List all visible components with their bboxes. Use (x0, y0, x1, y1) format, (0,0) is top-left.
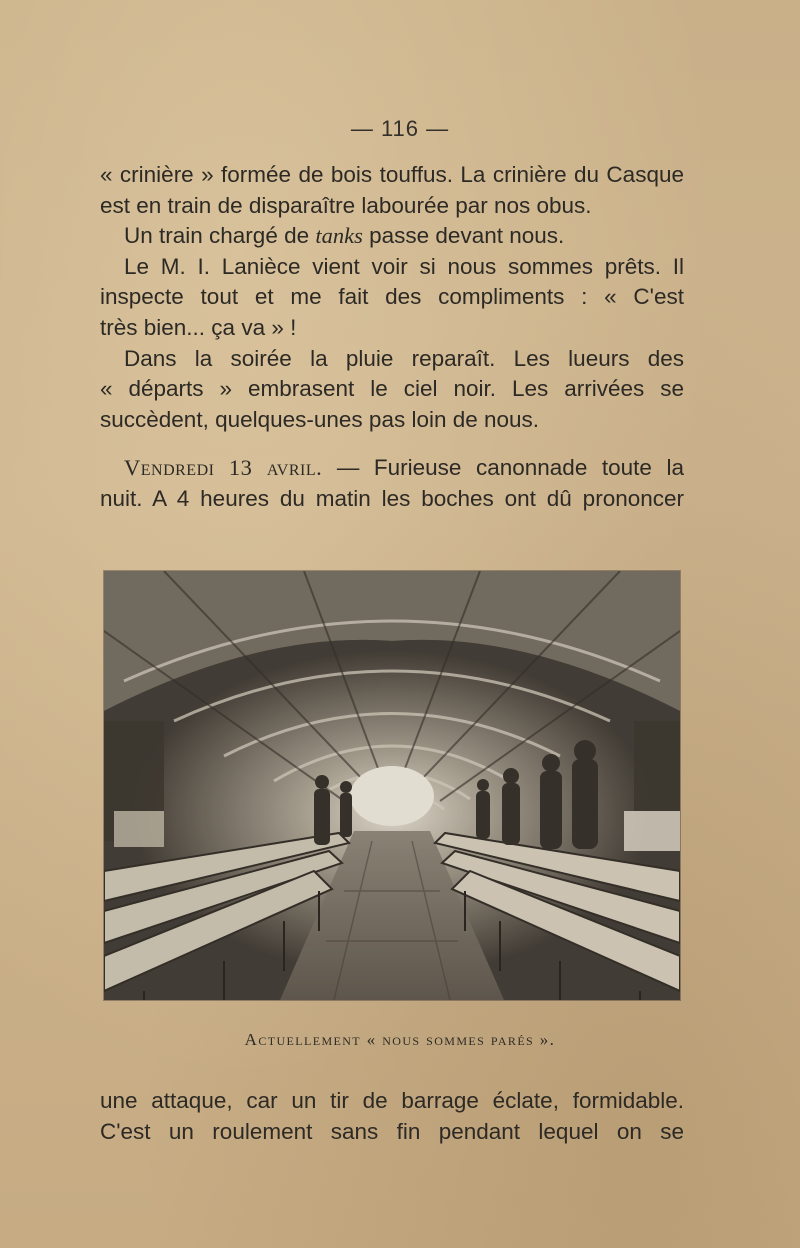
paragraph-block-bottom (100, 1086, 684, 1147)
date-heading: Vendredi 13 avril. (124, 455, 323, 481)
text-line: C'est un roulement sans fin pendant lequel on se (100, 1118, 684, 1144)
photo-illustration (104, 571, 680, 1000)
text-segment: Un train chargé de (124, 223, 316, 249)
text-line: nuit. A 4 heures du matin les boches ont dû prononcer (100, 485, 684, 511)
page-number: — 116 — (350, 116, 450, 141)
photograph-tunnel-dormitory (104, 571, 680, 1000)
italic-word: tanks (315, 223, 363, 249)
text-line: succèdent, quelques-unes pas loin de nous. (100, 406, 540, 432)
text-line: Dans la soirée la pluie reparaît. Les lueurs des (124, 345, 684, 371)
text-segment: — Furieuse canonnade toute la (322, 455, 684, 481)
text-line: « crinière » formée de bois touffus. La crinière du Casque (100, 162, 684, 187)
text-line: Le M. I. Lanièce vient voir si nous sommes prêts. Il (124, 253, 684, 279)
text-line: une attaque, car un tir de barrage éclate, formidable. (100, 1088, 684, 1113)
text-line: inspecte tout et me fait des compliments : « C'est (100, 284, 684, 310)
text-segment: passe devant nous. (362, 223, 565, 249)
dated-entry-line (100, 453, 684, 484)
text-line: est en train de disparaître labourée par nos obus. (100, 192, 592, 218)
text-line: très bien... ça va » ! (100, 314, 297, 340)
photo-caption: Actuellement « nous sommes parés ». (244, 1030, 556, 1049)
text-line: « départs » embrasent le ciel noir. Les arrivées se (100, 376, 684, 402)
text-line (100, 221, 684, 252)
paragraph-block-top (100, 160, 684, 515)
